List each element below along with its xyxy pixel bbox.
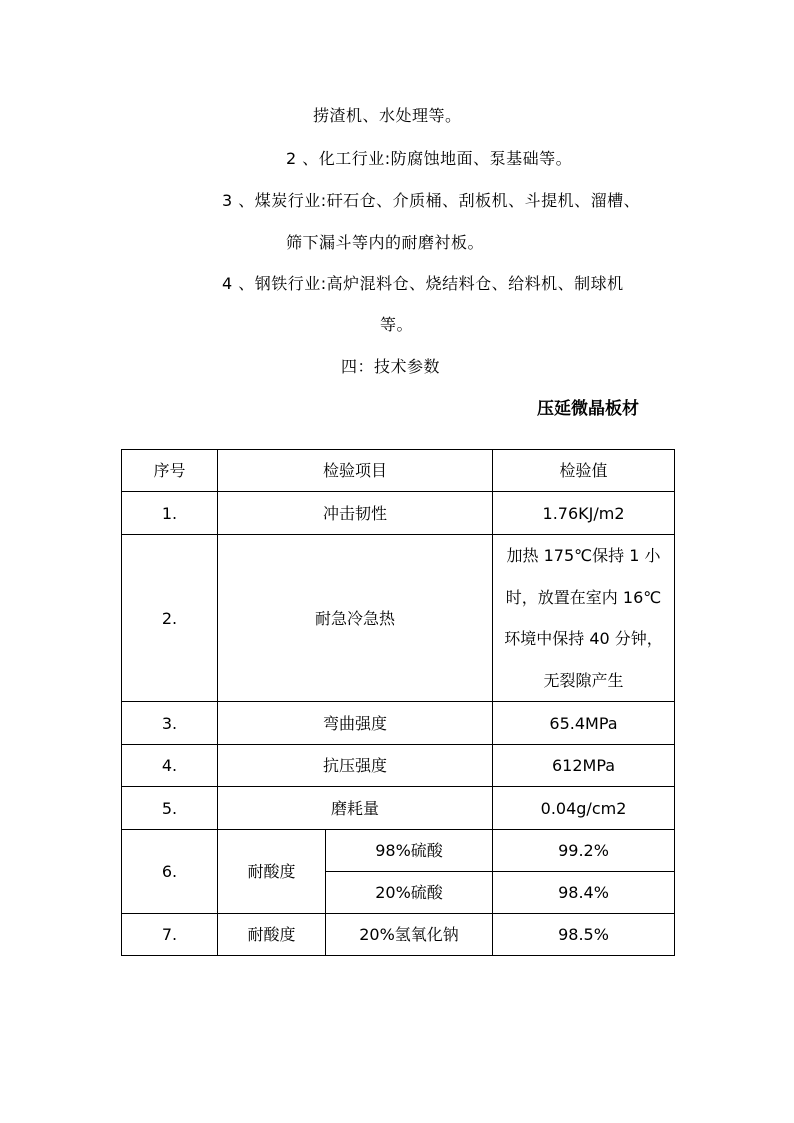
row-no: 3. bbox=[122, 702, 218, 745]
row-item: 耐酸度 bbox=[218, 914, 326, 956]
table-row bbox=[122, 492, 675, 535]
value-line: 环境中保持 40 分钟， bbox=[504, 629, 663, 648]
row-medium: 20%氢氧化钠 bbox=[326, 914, 493, 956]
row-item: 耐酸度 bbox=[218, 830, 326, 914]
row-no: 7. bbox=[122, 914, 218, 956]
row-no: 5. bbox=[122, 787, 218, 830]
body-line-5: 4 、钢铁行业:高炉混料仓、烧结料仓、给料机、制球机 bbox=[222, 274, 624, 293]
header-item: 检验项目 bbox=[218, 450, 493, 492]
table-caption: 压延微晶板材 bbox=[537, 399, 639, 419]
body-line-1: 捞渣机、水处理等。 bbox=[313, 106, 462, 125]
table-row bbox=[122, 702, 675, 745]
row-value bbox=[493, 535, 675, 702]
table-row bbox=[122, 914, 675, 956]
row-value: 65.4MPa bbox=[493, 702, 675, 745]
value-line: 时，放置在室内 16℃ bbox=[505, 587, 662, 607]
table-row bbox=[122, 745, 675, 787]
row-no: 2. bbox=[122, 535, 218, 702]
value-line: 加热 175℃保持 1 小 bbox=[506, 546, 661, 565]
row-no: 1. bbox=[122, 492, 218, 535]
technical-parameters-table bbox=[121, 449, 675, 956]
row-value: 1.76KJ/m2 bbox=[493, 492, 675, 535]
row-no: 6. bbox=[122, 830, 218, 914]
header-no: 序号 bbox=[122, 450, 218, 492]
row-value: 0.04g/cm2 bbox=[493, 787, 675, 830]
body-line-3: 3 、煤炭行业:矸石仓、介质桶、刮板机、斗提机、溜槽、 bbox=[222, 191, 641, 210]
row-item: 冲击韧性 bbox=[218, 492, 493, 535]
table-row bbox=[122, 787, 675, 830]
body-line-2: 2 、化工行业:防腐蚀地面、泵基础等。 bbox=[286, 149, 573, 168]
row-medium: 98%硫酸 bbox=[326, 830, 493, 872]
table-row bbox=[122, 830, 675, 872]
body-line-6: 等。 bbox=[380, 315, 414, 334]
row-value: 98.5% bbox=[493, 914, 675, 956]
row-value: 99.2% bbox=[493, 830, 675, 872]
row-item: 弯曲强度 bbox=[218, 702, 493, 745]
table-header-row bbox=[122, 450, 675, 492]
row-value: 612MPa bbox=[493, 745, 675, 787]
row-no: 4. bbox=[122, 745, 218, 787]
table-row bbox=[122, 535, 675, 702]
header-value: 检验值 bbox=[493, 450, 675, 492]
value-line: 无裂隙产生 bbox=[543, 670, 624, 690]
section-heading: 四：技术参数 bbox=[341, 357, 441, 376]
row-item: 磨耗量 bbox=[218, 787, 493, 830]
row-item: 抗压强度 bbox=[218, 745, 493, 787]
row-medium: 20%硫酸 bbox=[326, 872, 493, 914]
body-line-4: 筛下漏斗等内的耐磨衬板。 bbox=[286, 233, 485, 252]
row-item: 耐急冷急热 bbox=[218, 535, 493, 702]
row-value: 98.4% bbox=[493, 872, 675, 914]
